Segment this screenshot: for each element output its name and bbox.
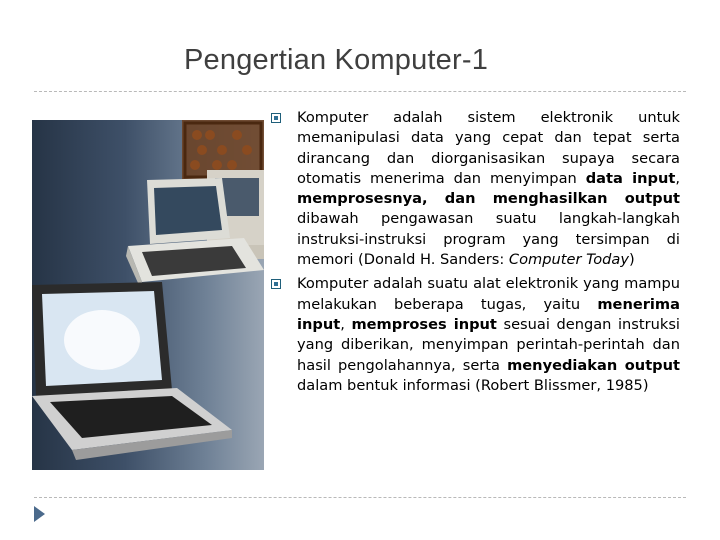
- text-run: Komputer adalah sistem elektronik untuk memanipulasi data yang cepat dan tepat serta dirancang dan diorganisasikan supaya secara otomatis menerima dan menyimpan: [297, 109, 680, 187]
- text-run: ,: [340, 315, 352, 333]
- bold-term: menyediakan output: [507, 356, 680, 374]
- bold-term: data input: [585, 169, 676, 187]
- text-run: ): [628, 251, 635, 269]
- bullet-item: [268, 274, 680, 396]
- bold-term: memprosesnya, dan menghasilkan output: [297, 190, 680, 208]
- text-run: sesuai dengan instruksi yang diberikan, menyimpan perintah-perintah dan hasil pengolahannya, serta: [297, 315, 680, 374]
- italic-title: Computer Today: [508, 251, 629, 269]
- square-bullet-icon: [271, 279, 281, 289]
- bottom-divider: [34, 497, 686, 498]
- modern-laptop-icon: [32, 282, 232, 460]
- computer-evolution-photo-icon: [32, 120, 264, 470]
- top-divider: [34, 91, 686, 92]
- bullet-text: [297, 274, 680, 396]
- text-run: Komputer adalah suatu alat elektronik yang mampu melakukan beberapa tugas, yaitu: [297, 275, 680, 313]
- bullet-list: [268, 108, 680, 396]
- slide-title: Pengertian Komputer-1: [184, 44, 489, 76]
- text-run: dalam bentuk informasi (Robert Blissmer, 1985): [297, 376, 649, 394]
- square-bullet-icon: [271, 113, 281, 123]
- computer-evolution-illustration: [32, 120, 264, 470]
- bold-term: memproses input: [351, 315, 497, 333]
- bold-term: menerima input: [297, 295, 680, 333]
- bullet-item: [268, 108, 680, 270]
- text-run: ,: [675, 169, 681, 187]
- bullet-text: [297, 108, 680, 270]
- text-run: dibawah pengawasan suatu langkah-langkah instruksi-instruksi program yang tersimpan di memori (Donald H. Sanders:: [297, 210, 680, 269]
- next-slide-arrow-icon[interactable]: [34, 506, 45, 522]
